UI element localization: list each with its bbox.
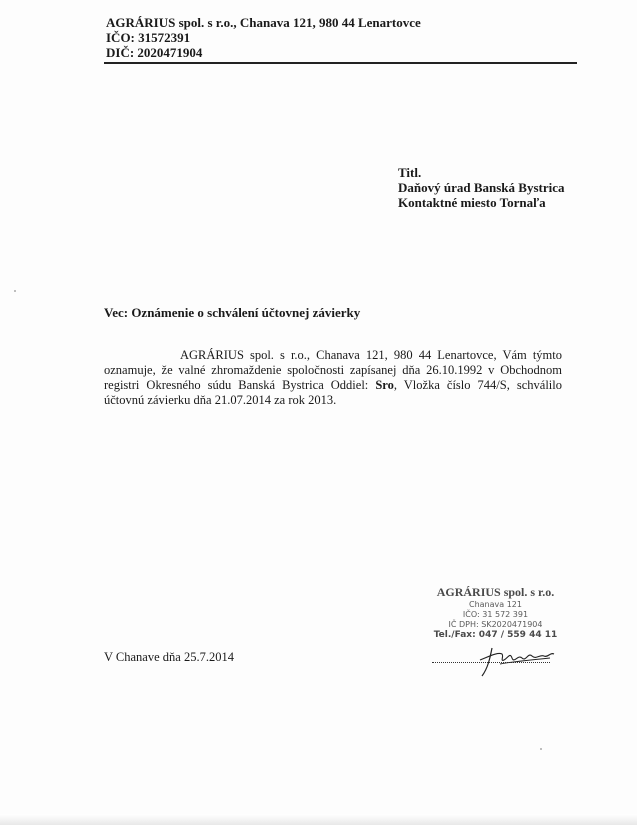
- letterhead-divider: [104, 62, 577, 64]
- letterhead-company: AGRÁRIUS spol. s r.o., Chanava 121, 980 44 Lenartovce: [106, 15, 421, 30]
- stamp-phone: Tel./Fax: 047 / 559 44 11: [433, 630, 558, 640]
- recipient-title: Titl.: [398, 165, 422, 180]
- letterhead: [106, 15, 421, 60]
- subject-line: Vec: Oznámenie o schválení účtovnej závierky: [104, 305, 361, 320]
- recipient-address: [398, 165, 565, 210]
- recipient-location: Kontaktné miesto Tornaľa: [398, 195, 546, 210]
- letterhead-dic: DIČ: 2020471904: [106, 45, 203, 60]
- scan-speck: [14, 290, 16, 292]
- letterhead-ico: IČO: 31572391: [106, 30, 191, 45]
- date-line: V Chanave dňa 25.7.2014: [104, 650, 234, 664]
- scan-bottom-edge: [0, 814, 637, 825]
- company-stamp: [413, 585, 578, 640]
- recipient-office: Daňový úrad Banská Bystrica: [398, 180, 565, 195]
- body-text-bold: Sro: [375, 378, 394, 392]
- scan-speck: [540, 748, 542, 750]
- handwritten-signature: [470, 638, 560, 678]
- body-paragraph: [104, 348, 562, 408]
- stamp-ic-dph: IČ DPH: SK2020471904: [448, 620, 543, 629]
- stamp-ico: IČO: 31 572 391: [462, 610, 529, 619]
- body-text-part2: , Vložka číslo 744/S, schválilo účtovnú závierku dňa 21.07.2014 za rok 2013.: [104, 378, 562, 407]
- body-text-part1: AGRÁRIUS spol. s r.o., Chanava 121, 980 44 Lenartovce, Vám týmto oznamuje, že valné zhromaždenie spoločnosti zapísanej dňa 26.10.1992 v Obchodnom registri Okresného súdu Banská Bystrica Oddiel:: [104, 348, 562, 392]
- stamp-company-name: AGRÁRIUS spol. s r.o.: [436, 585, 555, 599]
- stamp-address: Chanava 121: [469, 600, 522, 609]
